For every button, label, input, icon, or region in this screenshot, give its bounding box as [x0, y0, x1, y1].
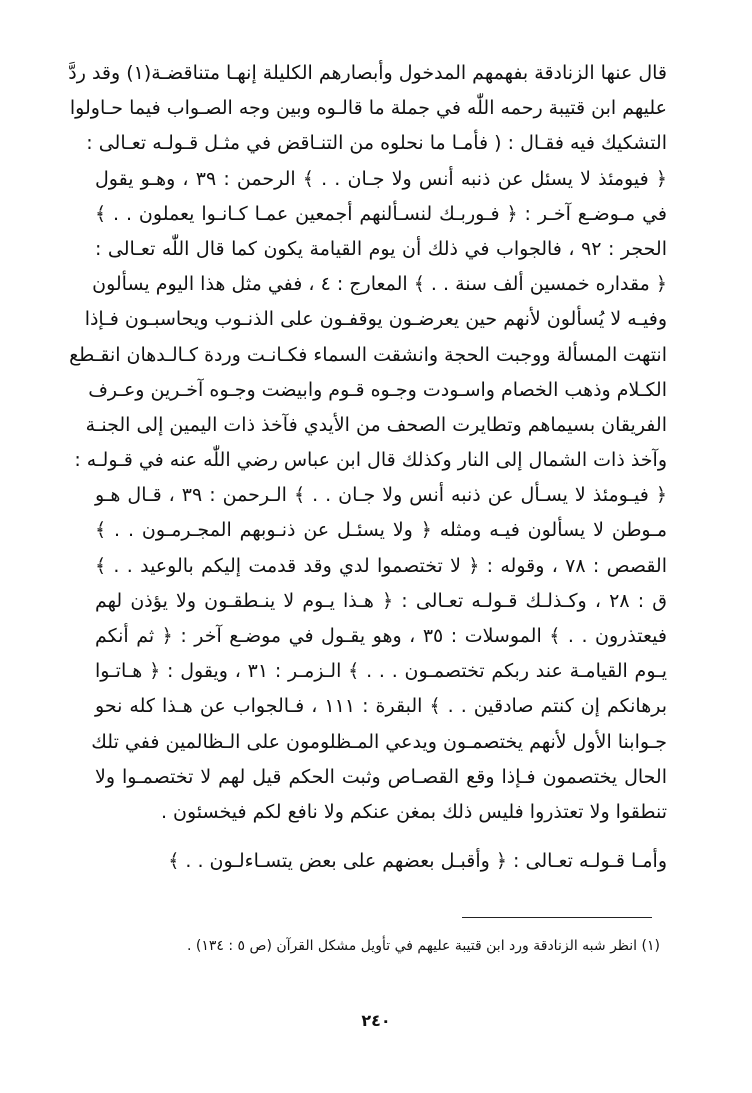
text-line: الحجر : ٩٢ ، فالجواب في ذلك أن يوم القيامة يكون كما قال اللّٰه تعـالى :: [95, 237, 668, 260]
text-line: في مـوضـع آخـر : ﴿ فـوربـك لنسـألنهم أجمعين عمـا كـانـوا يعملون . . ﴾: [95, 202, 667, 225]
text-line: مـوطن لا يسألون فيـه ومثله ﴿ ولا يسئـل عن ذنـوبهم المجـرمـون . . ﴾: [95, 519, 667, 542]
paragraph-gap: [95, 830, 667, 844]
text-line: الفريقان بسيماهم وتطايرت الصحف من الأيدي فآخذ ذات اليمين إلى الجنـة: [85, 413, 667, 436]
text-line: انتهت المسألة ووجبت الحجة وانشقت السماء فكـانـت وردة كـالـدهان انقـطع: [69, 343, 667, 366]
text-line: الكـلام وذهب الخصام واسـودت وجـوه قـوم وابيضت وجـوه آخـرين وعـرف: [88, 378, 667, 401]
text-line: ﴿ فيـومئذ لا يسـأل عن ذنبه أنس ولا جـان . . ﴾ الـرحمن : ٣٩ ، قـال هـو: [95, 484, 667, 507]
text-line: ﴿ مقداره خمسين ألف سنة . . ﴾ المعارج : ٤ ، ففي مثل هذا اليوم يسألون: [92, 273, 667, 296]
text-line: برهانكم إن كنتم صادقين . . ﴾ البقرة : ١١١ ، فـالجواب عن هـذا كله نحو: [95, 695, 667, 718]
footnote-separator: [462, 917, 652, 918]
paragraph-two-line: وأمـا قـولـه تعـالى : ﴿ وأقبـل بعضهم على بعض يتسـاءلـون . . ﴾: [168, 850, 667, 873]
main-text: [68, 56, 668, 879]
text-line: الحال يختصمون فـإذا وقع القصـاص وثبت الحكم قيل لهم لا تختصمـوا ولا: [95, 765, 667, 788]
text-line: تنطقوا ولا تعتذروا فليس ذلك بمغن عنكم ولا نافع لكم فيخسئون .: [160, 800, 667, 823]
footnote: (١) انظر شبه الزنادقة ورد ابن قتيبة عليهم في تأويل مشكل القرآن (ص ٥ : ١٣٤) .: [186, 938, 660, 954]
text-line: القصص : ٧٨ ، وقوله : ﴿ لا تختصموا لدي وقد قدمت إليكم بالوعيد . . ﴾: [95, 554, 668, 577]
text-line: ق : ٢٨ ، وكـذلـك قـولـه تعـالى : ﴿ هـذا يـوم لا ينـطقـون ولا يؤذن لهم: [95, 589, 667, 612]
text-line: وفيـه لا يُسألون لأنهم حين يعرضـون يوقفـون على الذنـوب ويحاسبـون فـإذا: [84, 308, 667, 331]
text-line: يـوم القيامـة عند ربكم تختصمـون . . . ﴾ الـزمـر : ٣١ ، ويقول : ﴿ هـاتـوا: [95, 660, 667, 683]
text-line: وآخذ ذات الشمال إلى النار وكذلك قال ابن عباس رضي اللّٰه عنه في قـولـه :: [74, 449, 667, 472]
text-line: عليهم ابن قتيبة رحمه اللّٰه في جملة ما قالـوه وبين وجه الصـواب فيما حـاولوا: [69, 97, 667, 120]
text-line: التشكيك فيه فقـال : ( فأمـا ما نحلوه من التنـاقض في مثـل قـولـه تعـالى :: [86, 132, 667, 155]
text-line: ﴿ فيومئذ لا يسئل عن ذنبه أنس ولا جـان . . ﴾ الرحمن : ٣٩ ، وهـو يقول: [95, 167, 667, 190]
text-line: قال عنها الزنادقة بفهمهم المدخول وأبصارهم الكليلة إنهـا متناقضـة(١) وقد ردَّ: [68, 62, 667, 84]
text-line: فيعتذرون . . ﴾ الموسلات : ٣٥ ، وهو يقـول في موضـع آخر : ﴿ ثم أنكم: [95, 625, 668, 647]
page-number: ٢٤٠: [361, 1011, 391, 1030]
text-line: جـوابنا الأول لأنهم يختصمـون ويدعي المـظلومون على الـظالمين ففي تلك: [91, 730, 667, 753]
